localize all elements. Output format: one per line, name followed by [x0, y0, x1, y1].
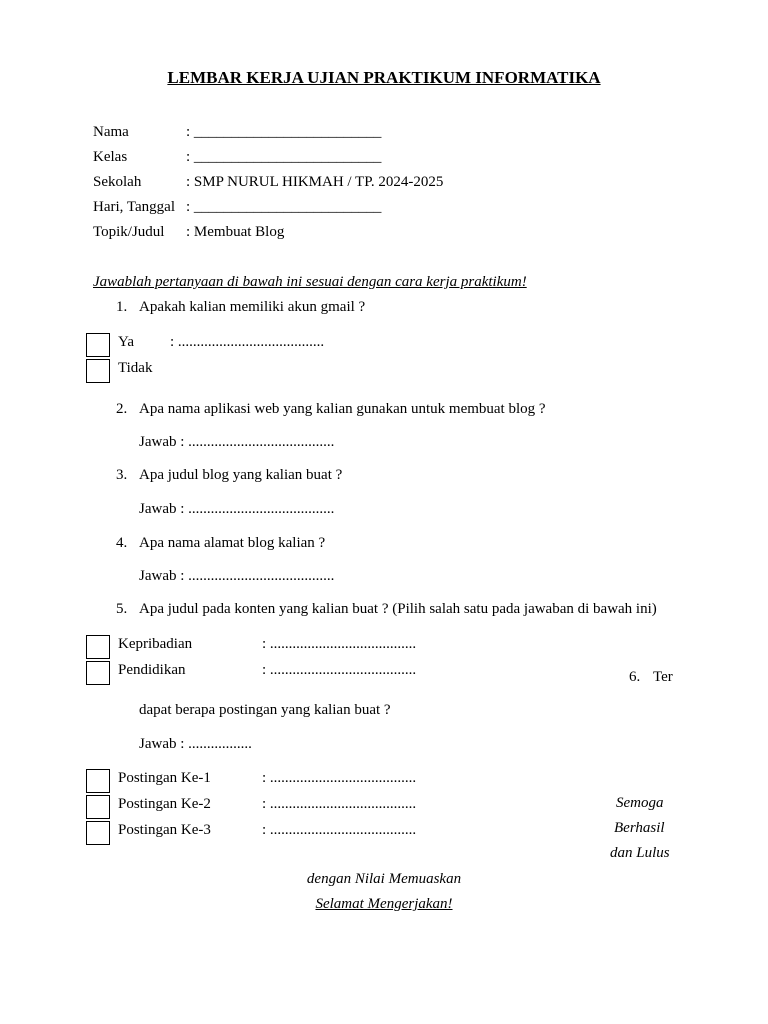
q6-text-start: Ter	[653, 669, 673, 685]
q6-post2-fill[interactable]: : .......................................	[262, 796, 417, 812]
q6-post1-fill[interactable]: : .......................................	[262, 770, 417, 786]
q6-post3-label: Postingan Ke-3	[118, 822, 211, 838]
q5-text: Apa judul pada konten yang kalian buat ? (Pilih salah satu pada jawaban di bawah ini)	[139, 601, 657, 617]
q4-text: Apa nama alamat blog kalian ?	[139, 535, 326, 551]
q6-post1-checkbox[interactable]	[86, 769, 110, 793]
topik-label: Topik/Judul	[93, 224, 165, 240]
q6-post2-label: Postingan Ke-2	[118, 796, 211, 812]
q1-tidak-label: Tidak	[118, 360, 153, 376]
q1-text: Apakah kalian memiliki akun gmail ?	[139, 299, 366, 315]
q1-ya-fill[interactable]: : .......................................	[170, 334, 325, 350]
q3-number: 3.	[116, 467, 128, 483]
q6-answer[interactable]: Jawab : .................	[139, 736, 252, 752]
q6-post3-fill[interactable]: : .......................................	[262, 822, 417, 838]
q1-ya-checkbox[interactable]	[86, 333, 110, 357]
nama-label: Nama	[93, 124, 129, 140]
q3-text: Apa judul blog yang kalian buat ?	[139, 467, 343, 483]
closing-line-3: dan Lulus	[610, 845, 670, 861]
q5-kepribadian-fill[interactable]: : .......................................	[262, 636, 417, 652]
q2-text: Apa nama aplikasi web yang kalian gunakan untuk membuat blog ?	[139, 401, 546, 417]
closing-line-4: dengan Nilai Memuaskan	[306, 871, 462, 887]
q4-number: 4.	[116, 535, 128, 551]
nama-field[interactable]: : _________________________	[186, 124, 382, 140]
q1-ya-label: Ya	[118, 334, 134, 350]
q5-pendidikan-fill[interactable]: : .......................................	[262, 662, 417, 678]
q2-number: 2.	[116, 401, 128, 417]
q5-kepribadian-label: Kepribadian	[118, 636, 193, 652]
kelas-label: Kelas	[93, 149, 128, 165]
closing-line-2: Berhasil	[614, 820, 665, 836]
q6-post1-label: Postingan Ke-1	[118, 770, 211, 786]
q5-number: 5.	[116, 601, 128, 617]
q4-answer[interactable]: Jawab : .......................................	[139, 568, 335, 584]
q6-post2-checkbox[interactable]	[86, 795, 110, 819]
page-title: LEMBAR KERJA UJIAN PRAKTIKUM INFORMATIKA	[167, 68, 601, 87]
sekolah-label: Sekolah	[93, 174, 142, 190]
kelas-field[interactable]: : _________________________	[186, 149, 382, 165]
q5-pendidikan-label: Pendidikan	[118, 662, 186, 678]
sekolah-value: : SMP NURUL HIKMAH / TP. 2024-2025	[186, 174, 444, 190]
q6-number: 6.	[629, 669, 641, 685]
instruction-text: Jawablah pertanyaan di bawah ini sesuai dengan cara kerja praktikum!	[93, 274, 527, 290]
q5-pendidikan-checkbox[interactable]	[86, 661, 110, 685]
q6-text: dapat berapa postingan yang kalian buat ?	[139, 702, 391, 718]
q6-post3-checkbox[interactable]	[86, 821, 110, 845]
q1-number: 1.	[116, 299, 128, 315]
q1-tidak-checkbox[interactable]	[86, 359, 110, 383]
q5-kepribadian-checkbox[interactable]	[86, 635, 110, 659]
q2-answer[interactable]: Jawab : .......................................	[139, 434, 335, 450]
q3-answer[interactable]: Jawab : .......................................	[139, 501, 335, 517]
hari-tanggal-field[interactable]: : _________________________	[186, 199, 382, 215]
closing-line-5: Selamat Mengerjakan!	[315, 896, 453, 912]
hari-tanggal-label: Hari, Tanggal	[93, 199, 175, 215]
topik-value: : Membuat Blog	[186, 224, 285, 240]
closing-line-1: Semoga	[616, 795, 664, 811]
